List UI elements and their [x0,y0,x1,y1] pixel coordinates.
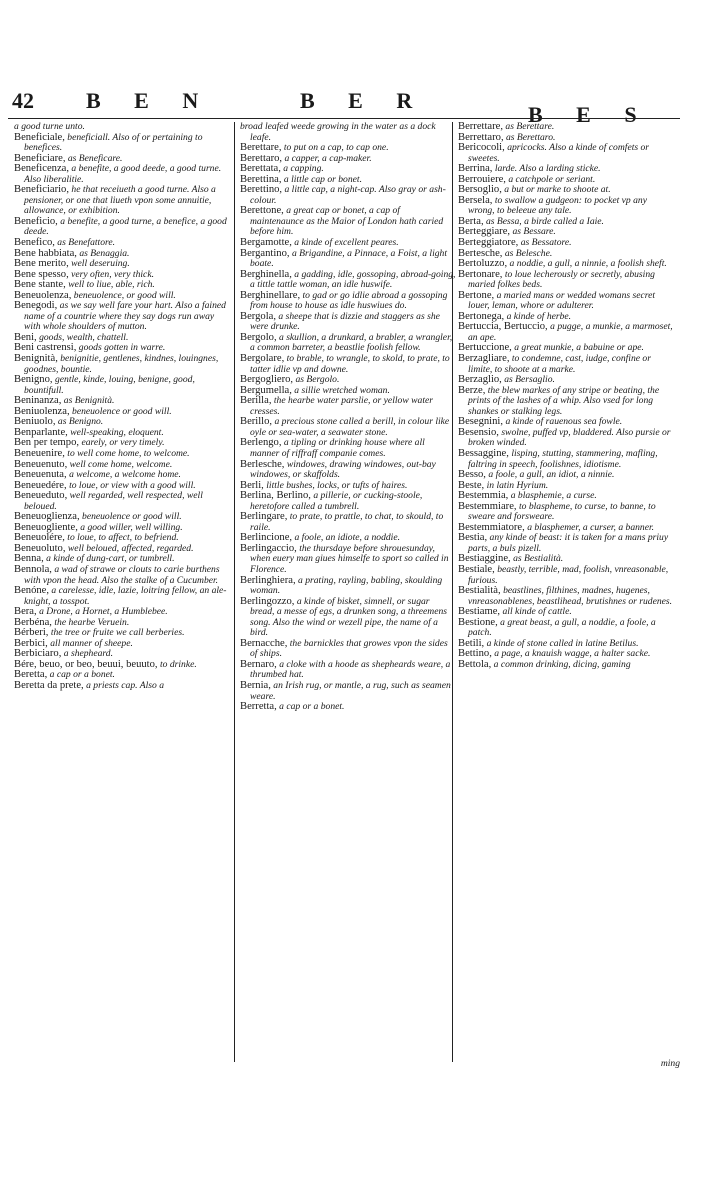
headword: Beneueduto, [14,490,68,502]
headword: Berretta, [240,701,277,713]
dictionary-entry [240,291,456,312]
definition: a noddie, a gull, a ninnie, a foolish sheft. [509,258,667,270]
headword: Bertuccione, [458,342,512,354]
headword: Berze, [458,384,486,396]
headword: Bergolo, [240,331,277,343]
headword: Beneficio, [14,215,58,227]
headword: Beste, [458,479,485,491]
headword: Berbici, [14,637,48,649]
definition: a common drinking, dicing, gaming [493,658,631,670]
definition: a blasphemie, a curse. [510,490,597,502]
dictionary-entry [240,333,456,354]
headword: Bersela, [458,194,493,206]
definition: to gad or go idlie abroad a gossoping from house to house as idle huswiues do. [250,289,448,312]
headword: Ben per tempo, [14,437,80,449]
dictionary-entry [14,301,230,333]
headword: Berbiciaro, [14,648,62,660]
headword: Beneuenire, [14,447,65,459]
dictionary-entry [458,618,674,639]
definition: a great munkie, a babuine or ape. [514,342,644,354]
definition: the tree or fruite we call berberies. [50,627,185,639]
headword: Benignità, [14,353,58,365]
definition: beastlines, filthines, madnes, hugenes, vnreasonablenes, beastlihead, brutishnes or rudenes. [468,585,673,607]
definition: a sheepe that is dizzie and staggers as she were drunke. [250,310,440,333]
definition: well deseruing. [71,258,130,270]
dictionary-entry [458,196,674,217]
dictionary-entry [240,702,456,713]
dictionary-entry [14,217,230,238]
headword: Bennola, [14,563,52,575]
definition: a cap or a bonet. [279,701,345,713]
definition: a wad of strawe or clouts to carie burthens with vpon the head. Also the stalke of a Cucumber. [24,563,220,586]
column-rule [234,122,235,1062]
definition: the barnickles that growes vpon the sides of ships. [250,637,448,660]
headword: Berteggiare, [458,226,511,238]
definition: a priests cap. Also a [86,679,165,691]
headword: Bergolare, [240,353,285,365]
definition: a great beast, a gull, a noddie, a foole, a patch. [468,616,656,639]
column-right [458,122,674,1067]
definition: a carelesse, idle, lazie, loitring fellow, an ale-knight, a tosspot. [24,585,227,607]
definition: windowes, drawing windowes, out-bay windowes, or skaffolds. [250,458,436,481]
headword: Berrina, [458,163,493,175]
headword: Berrettaro, [458,131,504,143]
definition: all manner of sheepe. [50,637,133,649]
dictionary-entry [240,491,456,512]
headword: Berghinellare, [240,289,301,301]
headword: Beneficenza, [14,163,69,175]
definition: lisping, stutting, stammering, mafling, faltring in speech, foolishnes, idiotisme. [468,447,658,470]
definition: in latin Hyrium. [486,479,549,491]
definition: a shepheard. [63,648,113,660]
definition: to loue, or view with a good will. [69,479,196,491]
headword: Berettone, [240,205,284,217]
headword: Berteggiatore, [458,237,519,249]
definition: as we say well fare your hart. Also a fained name of a countrie where they say dogs run away with whole shoulders of mutton. [24,300,226,333]
headword: Beneuolenza, [14,289,72,301]
dictionary-entry [14,354,230,375]
definition: as Bessa, a birde called a Iaie. [486,215,604,227]
headword: Bergamotte, [240,237,292,249]
definition: a kinde of rauenous sea fowle. [505,416,623,428]
definition: a kinde of herbe. [506,310,572,322]
headword: Bergantino, [240,247,290,259]
headword: Berettaro, [240,152,283,164]
definition: a catchpole or seriant. [508,173,596,185]
definition: a great cap or bonet, a cap of maintenaunce as the Maior of London hath caried before him. [250,205,444,238]
definition: swolne, puffed vp, bladdered. Also pursie or broken winded. [468,426,671,449]
headword: Beni castrensi, [14,342,77,354]
headword: Berettata, [240,163,281,175]
dictionary-entry [240,354,456,375]
column-center [240,122,456,1067]
dictionary-entry [14,185,230,217]
headword: Bestemmia, [458,490,509,502]
definition: very often, very thick. [71,268,154,280]
headword: Bestiaggine, [458,553,511,565]
definition: he that receiueth a good turne. Also a pensioner, or one that liueth vpon some annuitie, allowance, or exhibition. [24,184,216,217]
dictionary-entry [240,417,456,438]
definition: gentle, kinde, louing, benigne, good, bountifull. [24,374,195,396]
headword: Bergola, [240,310,276,322]
headword: Beneuedére, [14,479,67,491]
definition: a Drone, a Hornet, a Humblebee. [39,606,168,618]
dictionary-entry [14,375,230,396]
headword: Berettare, [240,142,282,154]
definition: to put on a cap, to cap one. [283,142,389,154]
definition: a pugge, a munkie, a marmoset, an ape. [468,321,673,343]
dictionary-entry [240,512,456,533]
headword: Benna, [14,553,44,565]
dictionary-entry [240,270,456,291]
definition: as Bessatore. [520,237,572,249]
headword: Beneuenuta, [14,469,67,481]
headword: Benegodi, [14,300,58,312]
running-head-center: B E R [300,88,427,113]
running-head-left: B E N [86,88,213,113]
headword: Berbéna, [14,616,52,628]
dictionary-entry [240,460,456,481]
definition: a benefite, a good deede, a good turne. Also liberalitie. [24,163,222,185]
headword: Bernia, [240,679,271,691]
dictionary-entry [458,449,674,470]
headword: Beneuenuto, [14,458,68,470]
definition: the hearbe water parslie, or yellow water cresses. [250,395,433,417]
dictionary-entry [458,143,674,164]
definition: a cap or a bonet. [49,669,115,681]
dictionary-entry [458,565,674,586]
headword: Berzaglio, [458,374,502,386]
headword: Betili, [458,637,485,649]
definition: a Brigandine, a Pinnace, a Foist, a light boate. [250,247,448,270]
running-head-right: B E S [528,102,651,127]
definition: as Bestialità. [513,553,564,565]
dictionary-entry [14,565,230,586]
headword: Bestiame, [458,606,501,618]
headword: Berlinghiera, [240,574,296,586]
headword: Bera, [14,606,37,618]
dictionary-entry [240,544,456,576]
headword: Bérberi, [14,627,49,639]
definition: beneficiall. Also of or pertaining to benefices. [24,131,203,154]
dictionary-entry [240,660,456,681]
definition: a blasphemer, a curser, a banner. [527,521,655,533]
headword: Berlingare, [240,511,288,523]
definition: larde. Also a larding sticke. [494,163,601,175]
headword: Beneficiare, [14,152,66,164]
definition: beneuolence, or good will. [73,289,176,301]
dictionary-entry [240,312,456,333]
definition: the thursdaye before shrouesunday, when euery man giues himselfe to sport so called in Florence. [250,542,449,575]
definition: as Bergolo. [295,374,340,386]
page-number: 42 [12,88,34,113]
headword: Bére, beuo, or beo, beuui, beuuto, [14,658,158,670]
column-left [14,122,230,1067]
dictionary-entry [240,576,456,597]
headword: Berlina, Berlino, [240,490,311,502]
dictionary-page [8,82,680,1067]
dictionary-entry [240,597,456,639]
definition: beneuolence or good will. [82,511,182,523]
definition: a cloke with a hoode as shepheards weare, a thrumbed hat. [250,658,451,681]
definition: goods, wealth, chattell. [39,331,129,343]
definition: a foole, an idiote, a noddie. [294,532,401,544]
headword: Bene merito, [14,258,69,270]
headword: Berghinella, [240,268,292,280]
definition: to loue, to affect, to befriend. [67,532,179,544]
definition: as Berettaro. [506,131,556,143]
headword: Bene spesso, [14,268,69,280]
dictionary-entry [240,206,456,238]
definition: to drinke. [159,658,197,670]
definition: to condemne, cast, iudge, confine or limite, to shoote at a marke. [468,353,651,375]
definition: an Irish rug, or mantle, a rug, such as seamen weare. [250,679,451,702]
headword: Beneficiario, [14,184,70,196]
headword: Bertoluzzo, [458,258,508,270]
headword: Bertonega, [458,310,505,322]
headword: Bernaro, [240,658,277,670]
headword: Bersoglio, [458,184,502,196]
definition: little bushes, locks, or tufts of haires. [266,479,408,491]
definition: a kinde of dung-cart, or tumbrell. [46,553,175,565]
headword: Beneficiale, [14,131,65,143]
definition: a skullion, a drunkard, a brabler, a wrangler, a common barreter, a beastlie foolish fellow. [250,331,453,354]
definition: as Benignità. [63,395,115,407]
headword: Bestia, [458,532,488,544]
headword: Beninanza, [14,395,62,407]
dictionary-entry [240,681,456,702]
dictionary-entry [458,502,674,523]
definition: to brable, to wrangle, to skold, to prate, to tatter idlie vp and downe. [250,353,450,375]
definition: to prate, to prattle, to chat, to skould, to raile. [250,511,444,533]
definition: a maried mans or wedded womans secret louer, leman, whore or adulterer. [468,289,656,312]
headword: Bene stante, [14,279,66,291]
definition: as Belesche. [504,247,553,259]
headword: Besegnini, [458,416,504,428]
dictionary-entry [458,354,674,375]
headword: Berta, [458,215,484,227]
headword: Bestiale, [458,563,495,575]
headword: Berlingozzo, [240,595,295,607]
headword: Berillo, [240,416,273,428]
dictionary-entry [14,133,230,154]
definition: a capping. [283,163,324,175]
definition: a welcome, a welcome home. [69,469,181,481]
headword: Berettino, [240,184,283,196]
headword: Bene habbiata, [14,247,77,259]
definition: earely, or very timely. [81,437,165,449]
definition: beneuolence or good will. [72,405,172,417]
headword: Bertone, [458,289,495,301]
definition: a kinde of excellent peares. [294,237,399,249]
headword: Berrouiere, [458,173,506,185]
dictionary-entry [458,660,674,671]
headword: Beneuoglienza, [14,511,80,523]
dictionary-entry [240,639,456,660]
definition: well regarded, well respected, well beloued. [24,490,203,512]
definition: a gadding, idle, gossoping, abroad-going, a tittle tattle woman, an idle huswife. [250,268,456,291]
headword: Beretta, [14,669,48,681]
headword: Beneuoluto, [14,542,66,554]
definition: a but or marke to shoote at. [504,184,611,196]
headword: Berrettare, [458,122,503,132]
catchword: ming [660,1058,680,1069]
definition: a sillie wretched woman. [294,384,390,396]
headword: Besso, [458,469,486,481]
headword: Bestione, [458,616,498,628]
headword: Berlengo, [240,437,282,449]
definition: as Benigno. [57,416,104,428]
headword: Bettino, [458,648,492,660]
definition: all kinde of cattle. [502,606,572,618]
headword: Beniuolenza, [14,405,70,417]
definition: any kinde of beast: it is taken for a mans priuy parts, a buls pizell. [468,532,669,554]
definition: as Berettare. [505,122,555,132]
dictionary-entry [14,164,230,185]
definition: goods gotten in warre. [78,342,166,354]
definition: well beloued, affected, regarded. [67,542,194,554]
headword: Beneuolére, [14,532,65,544]
headword: Bertesche, [458,247,503,259]
headword: Benigno, [14,374,53,386]
definition: a good willer, well willing. [80,521,183,533]
headword: Bestialità, [458,585,501,597]
dictionary-entry [458,428,674,449]
headword: Beniuolo, [14,416,56,428]
dictionary-entry [458,586,674,607]
headword: Beni, [14,331,37,343]
headword: Bergogliero, [240,374,294,386]
headword: Benparlante, [14,426,68,438]
definition: to blaspheme, to curse, to banne, to sweare and forsweare. [468,500,656,523]
headword: Berlincione, [240,532,293,544]
definition: a foole, a gull, an idiot, a ninnie. [488,469,615,481]
headword: Berlingaccio, [240,542,297,554]
definition: apricocks. Also a kinde of comfets or sweetes. [468,142,650,164]
headword: Benóne, [14,585,50,597]
definition: as Bessare. [512,226,556,238]
dictionary-entry [14,681,230,692]
dictionary-entry [458,533,674,554]
definition: a kinde of bisket, simnell, or sugar bread, a messe of egs, a drunken song, a threemens song. Also the wind or wezell pipe, the name of a bird. [250,595,447,639]
definition: a tipling or drinking house where all manner of riffraff companie comes. [250,437,425,459]
dictionary-entry [458,386,674,418]
headword: Bestemmiatore, [458,521,525,533]
headword: Berzagliare, [458,353,510,365]
definition: broad leafed weede growing in the water as a dock leafe. [240,122,436,143]
dictionary-entry [240,122,456,143]
definition: well come home, welcome. [69,458,173,470]
headword: Berettina, [240,173,282,185]
definition: a pillerie, or cucking-stoole, heretofore called a tumbrell. [250,490,423,512]
definition: a little cap or bonet. [283,173,362,185]
definition: as Benefattore. [57,237,116,249]
definition: a prating, rayling, babling, skoulding woman. [250,574,443,597]
definition: a benefite, a good turne, a benefice, a good deede. [24,215,227,238]
headword: Beneuogliente, [14,521,78,533]
headword: Bettola, [458,658,492,670]
dictionary-entry [458,270,674,291]
dictionary-entry [14,586,230,607]
definition: to loue lecherously or secretly, abusing maried folkes beds. [468,268,655,291]
headword: Beretta da prete, [14,679,84,691]
headword: Bericocoli, [458,142,505,154]
headword: Bessaggine, [458,447,509,459]
definition: the blew markes of any stripe or beating, the prints of the lashes of a whip. Also vsed for long shankes or stalking legs. [468,384,660,417]
headword: Bertonare, [458,268,503,280]
headword: Besensio, [458,426,499,438]
definition: a capper, a cap-maker. [284,152,372,164]
definition: benignitie, gentlenes, kindnes, louingnes, goodnes, bountie. [24,353,219,375]
definition: to well come home, to welcome. [67,447,190,459]
definition: as Beneficare. [67,152,123,164]
definition: well to liue, able, rich. [68,279,155,291]
headword: Bestemmiare, [458,500,517,512]
definition: a page, a knauish wagge, a halter sacke. [494,648,651,660]
definition: a good turne unto. [14,122,85,132]
definition: the hearbe Veruein. [54,616,130,628]
headword: Berli, [240,479,264,491]
headword: Berilla, [240,395,272,407]
definition: a precious stone called a berill, in colour like oyle or sea-water, a seawater stone. [250,416,450,438]
headword: Benefico, [14,237,55,249]
definition: as Bersaglio. [504,374,555,386]
definition: as Benaggia. [79,247,130,259]
dictionary-entry [240,438,456,459]
headword: Berlesche, [240,458,285,470]
definition: beastly, terrible, mad, foolish, vnreasonable, furious. [468,563,669,586]
dictionary-entry [240,185,456,206]
header-rule [8,118,680,119]
dictionary-entry [458,291,674,312]
headword: Bernacche, [240,637,288,649]
dictionary-entry [240,249,456,270]
headword: Bertuccia, Bertuccio, [458,321,548,333]
definition: a kinde of stone called in latine Betilus. [486,637,639,649]
headword: Bergumella, [240,384,292,396]
dictionary-entry [458,322,674,343]
dictionary-entry [240,396,456,417]
dictionary-entry [14,491,230,512]
definition: well-speaking, eloquent. [70,426,164,438]
definition: to swallow a gudgeon: to pocket vp any wrong, to beleeue any tale. [468,194,647,217]
definition: a little cap, a night-cap. Also gray or ash-colour. [250,184,446,206]
